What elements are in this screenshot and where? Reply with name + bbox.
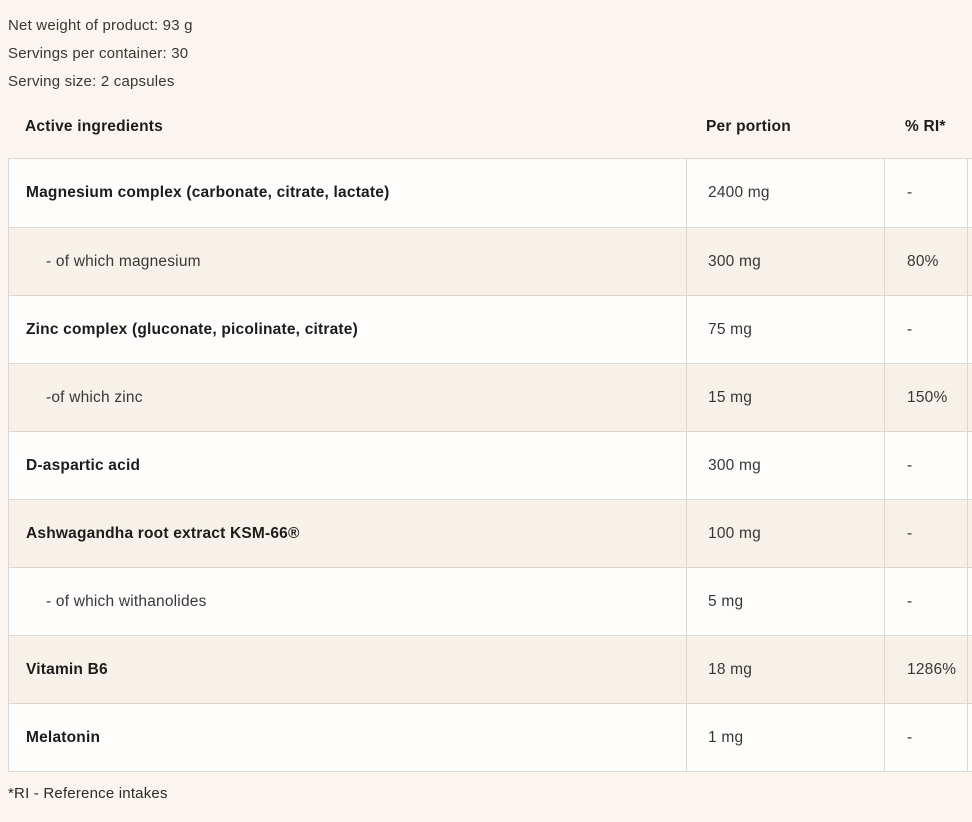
ingredient-name: D-aspartic acid <box>26 456 141 474</box>
col-header-per-portion: Per portion <box>706 118 791 135</box>
table-row <box>9 295 972 363</box>
ri-value: - <box>907 184 913 201</box>
ri-value: - <box>907 728 913 746</box>
servings-per-container-text: Servings per container: 30 <box>8 45 189 62</box>
per-portion-value: 5 mg <box>708 592 744 610</box>
table-header-row <box>8 96 972 158</box>
per-portion-value: 300 mg <box>708 456 761 474</box>
table-row <box>9 635 972 703</box>
cutoff-cell <box>967 636 972 703</box>
per-portion-value: 75 mg <box>708 320 753 338</box>
ingredient-name: Melatonin <box>26 728 101 746</box>
ri-value: 80% <box>907 252 939 270</box>
per-portion-value: 15 mg <box>708 388 753 406</box>
ingredient-name: Magnesium complex (carbonate, citrate, lactate) <box>26 184 390 201</box>
cutoff-cell <box>967 568 972 635</box>
cutoff-cell <box>967 432 972 499</box>
per-portion-value: 100 mg <box>708 524 761 542</box>
ingredient-name: Vitamin B6 <box>26 660 108 678</box>
cutoff-cell <box>967 296 972 363</box>
col-header-active-ingredients: Active ingredients <box>25 118 163 135</box>
cutoff-cell <box>967 704 972 771</box>
table-row <box>9 567 972 635</box>
table-row <box>9 431 972 499</box>
cutoff-cell <box>967 500 972 567</box>
ingredient-name: - of which withanolides <box>46 592 207 610</box>
ri-value: - <box>907 456 913 474</box>
net-weight-text: Net weight of product: 93 g <box>8 17 193 34</box>
cutoff-cell <box>967 364 972 431</box>
ingredients-table <box>8 158 972 772</box>
ri-value: 1286% <box>907 660 957 678</box>
reference-intakes-footnote: *RI - Reference intakes <box>8 785 168 802</box>
product-info <box>0 0 972 96</box>
per-portion-value: 2400 mg <box>708 184 770 201</box>
cutoff-cell <box>967 159 972 227</box>
ri-value: - <box>907 320 913 338</box>
table-row <box>9 227 972 295</box>
ri-value: - <box>907 524 913 542</box>
ri-value: - <box>907 592 913 610</box>
col-header-percent-ri: % RI* <box>905 118 946 135</box>
table-row <box>9 159 972 227</box>
ingredient-name: - of which magnesium <box>46 252 201 270</box>
cutoff-cell <box>967 228 972 295</box>
ingredient-name: -of which zinc <box>46 388 143 406</box>
table-row <box>9 499 972 567</box>
ingredient-name: Zinc complex (gluconate, picolinate, citrate) <box>26 320 358 338</box>
table-row <box>9 703 972 771</box>
per-portion-value: 300 mg <box>708 252 761 270</box>
ingredient-name: Ashwagandha root extract KSM-66® <box>26 524 300 542</box>
table-row <box>9 363 972 431</box>
ri-value: 150% <box>907 388 948 406</box>
serving-size-text: Serving size: 2 capsules <box>8 73 175 90</box>
per-portion-value: 18 mg <box>708 660 753 678</box>
per-portion-value: 1 mg <box>708 728 744 746</box>
